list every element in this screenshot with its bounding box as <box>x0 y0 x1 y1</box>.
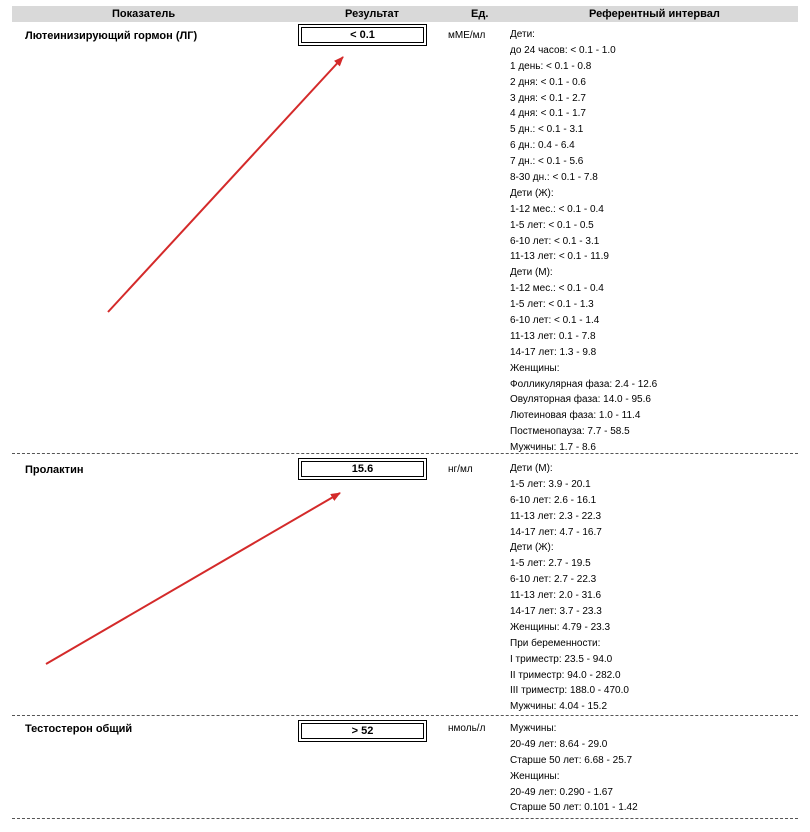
reference-line: 20-49 лет: 8.64 - 29.0 <box>510 738 608 750</box>
header-result: Результат <box>345 8 400 20</box>
reference-line: 6-10 лет: < 0.1 - 3.1 <box>510 235 600 247</box>
reference-line: 1-5 лет: 3.9 - 20.1 <box>510 478 591 490</box>
reference-line: Дети (Ж): <box>510 187 554 199</box>
unit-label: нг/мл <box>448 464 473 475</box>
reference-line: 20-49 лет: 0.290 - 1.67 <box>510 786 613 798</box>
reference-line: Мужчины: 4.04 - 15.2 <box>510 701 608 713</box>
reference-line: 1-5 лет: 2.7 - 19.5 <box>510 558 591 570</box>
reference-line: Дети (М): <box>510 463 553 474</box>
reference-line: 14-17 лет: 3.7 - 23.3 <box>510 606 602 618</box>
reference-line: Мужчины: <box>510 723 557 734</box>
reference-line: до 24 часов: < 0.1 - 1.0 <box>510 44 616 56</box>
reference-line: Старше 50 лет: 6.68 - 25.7 <box>510 754 633 766</box>
unit-label: мМЕ/мл <box>448 30 486 41</box>
reference-line: 7 дн.: < 0.1 - 5.6 <box>510 156 584 168</box>
reference-line: При беременности: <box>510 637 601 649</box>
reference-line: Дети: <box>510 29 535 40</box>
reference-line: 2 дня: < 0.1 - 0.6 <box>510 76 586 88</box>
reference-line: Женщины: 4.79 - 23.3 <box>510 621 611 633</box>
header-reference: Референтный интервал <box>589 8 720 20</box>
reference-line: 1-5 лет: < 0.1 - 0.5 <box>510 219 594 231</box>
unit-label: нмоль/л <box>448 723 486 734</box>
reference-line: 6-10 лет: 2.6 - 16.1 <box>510 494 597 506</box>
reference-line: 1-5 лет: < 0.1 - 1.3 <box>510 299 594 311</box>
reference-line: 5 дн.: < 0.1 - 3.1 <box>510 124 584 136</box>
result-value: > 52 <box>298 720 427 742</box>
arrow-to-prolactin-result <box>46 493 340 664</box>
header-unit: Ед. <box>471 8 489 20</box>
reference-line: Женщины: <box>510 362 560 374</box>
reference-line: 3 дня: < 0.1 - 2.7 <box>510 92 586 104</box>
reference-line: II триместр: 94.0 - 282.0 <box>510 669 621 681</box>
reference-line: 6-10 лет: < 0.1 - 1.4 <box>510 315 600 327</box>
reference-line: 14-17 лет: 1.3 - 9.8 <box>510 346 597 358</box>
result-value: < 0.1 <box>298 24 427 46</box>
reference-line: Дети (М): <box>510 267 553 279</box>
reference-line: 4 дня: < 0.1 - 1.7 <box>510 108 586 120</box>
reference-line: I триместр: 23.5 - 94.0 <box>510 653 613 665</box>
reference-line: III триместр: 188.0 - 470.0 <box>510 685 629 697</box>
reference-line: Мужчины: 1.7 - 8.6 <box>510 442 596 454</box>
indicator-name: Лютеинизирующий гормон (ЛГ) <box>25 30 198 42</box>
reference-line: 1-12 мес.: < 0.1 - 0.4 <box>510 283 604 295</box>
reference-line: Дети (Ж): <box>510 542 554 554</box>
indicator-name: Тестостерон общий <box>25 723 133 735</box>
header-indicator: Показатель <box>112 8 176 20</box>
reference-line: Овуляторная фаза: 14.0 - 95.6 <box>510 394 651 406</box>
indicator-name: Пролактин <box>25 464 84 476</box>
reference-line: 8-30 дн.: < 0.1 - 7.8 <box>510 172 598 184</box>
reference-line: 11-13 лет: < 0.1 - 11.9 <box>510 251 609 263</box>
arrow-to-lh-result <box>108 57 343 312</box>
reference-line: 11-13 лет: 2.3 - 22.3 <box>510 510 602 522</box>
reference-line: Постменопауза: 7.7 - 58.5 <box>510 426 630 438</box>
reference-line: 11-13 лет: 0.1 - 7.8 <box>510 330 596 342</box>
reference-line: Лютеиновая фаза: 1.0 - 11.4 <box>510 410 641 422</box>
result-value: 15.6 <box>298 458 427 480</box>
reference-line: 6 дн.: 0.4 - 6.4 <box>510 140 575 152</box>
reference-line: 1-12 мес.: < 0.1 - 0.4 <box>510 203 604 215</box>
reference-line: 6-10 лет: 2.7 - 22.3 <box>510 574 597 586</box>
reference-line: 11-13 лет: 2.0 - 31.6 <box>510 590 602 602</box>
reference-line: Старше 50 лет: 0.101 - 1.42 <box>510 802 638 814</box>
reference-line: Женщины: <box>510 770 560 782</box>
reference-line: 1 день: < 0.1 - 0.8 <box>510 60 592 72</box>
reference-line: 14-17 лет: 4.7 - 16.7 <box>510 526 602 538</box>
reference-line: Фолликулярная фаза: 2.4 - 12.6 <box>510 378 658 390</box>
